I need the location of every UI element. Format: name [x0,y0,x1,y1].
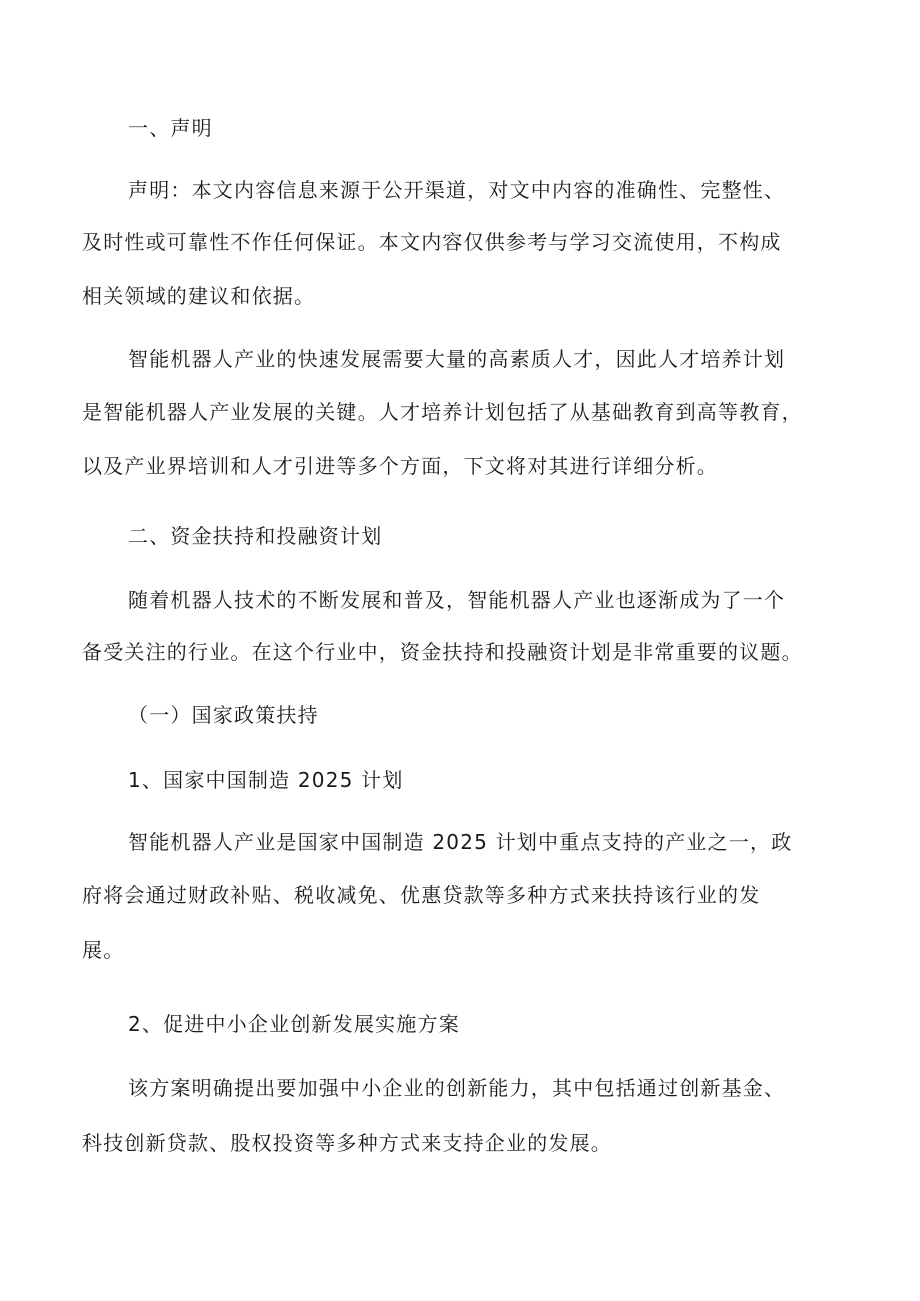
paragraph-line: 相关领域的建议和依据。 [82,284,316,308]
paragraph-line: 及时性或可靠性不作任何保证。本文内容仅供参考与学习交流使用，不构成 [82,230,782,254]
paragraph-line: 科技创新贷款、股权投资等多种方式来支持企业的发展。 [82,1131,612,1155]
paragraph-line: 以及产业界培训和人才引进等多个方面，下文将对其进行详细分析。 [82,454,718,478]
subsection-heading-policy: （一）国家政策扶持 [128,703,319,727]
paragraph-line: 备受关注的行业。在这个行业中，资金扶持和投融资计划是非常重要的议题。 [82,640,803,664]
paragraph-line: 展。 [82,938,125,962]
paragraph-line: 是智能机器人产业发展的关键。人才培养计划包括了从基础教育到高等教育， [82,400,803,424]
paragraph-line: 声明：本文内容信息来源于公开渠道，对文中内容的准确性、完整性、 [128,178,786,202]
paragraph-line: 府将会通过财政补贴、税收减免、优惠贷款等多种方式来扶持该行业的发 [82,883,761,907]
item-heading-sme-innovation: 2、促进中小企业创新发展实施方案 [128,1012,460,1036]
item-heading-made-in-china-2025: 1、国家中国制造 2025 计划 [128,768,404,792]
section-heading-declaration: 一、声明 [128,116,213,140]
paragraph-line: 随着机器人技术的不断发展和普及，智能机器人产业也逐渐成为了一个 [128,588,786,612]
section-heading-funding: 二、资金扶持和投融资计划 [128,524,383,548]
paragraph-line: 该方案明确提出要加强中小企业的创新能力，其中包括通过创新基金、 [128,1076,786,1100]
paragraph-line: 智能机器人产业是国家中国制造 2025 计划中重点支持的产业之一，政 [128,830,793,854]
paragraph-line: 智能机器人产业的快速发展需要大量的高素质人才，因此人才培养计划 [128,347,786,371]
